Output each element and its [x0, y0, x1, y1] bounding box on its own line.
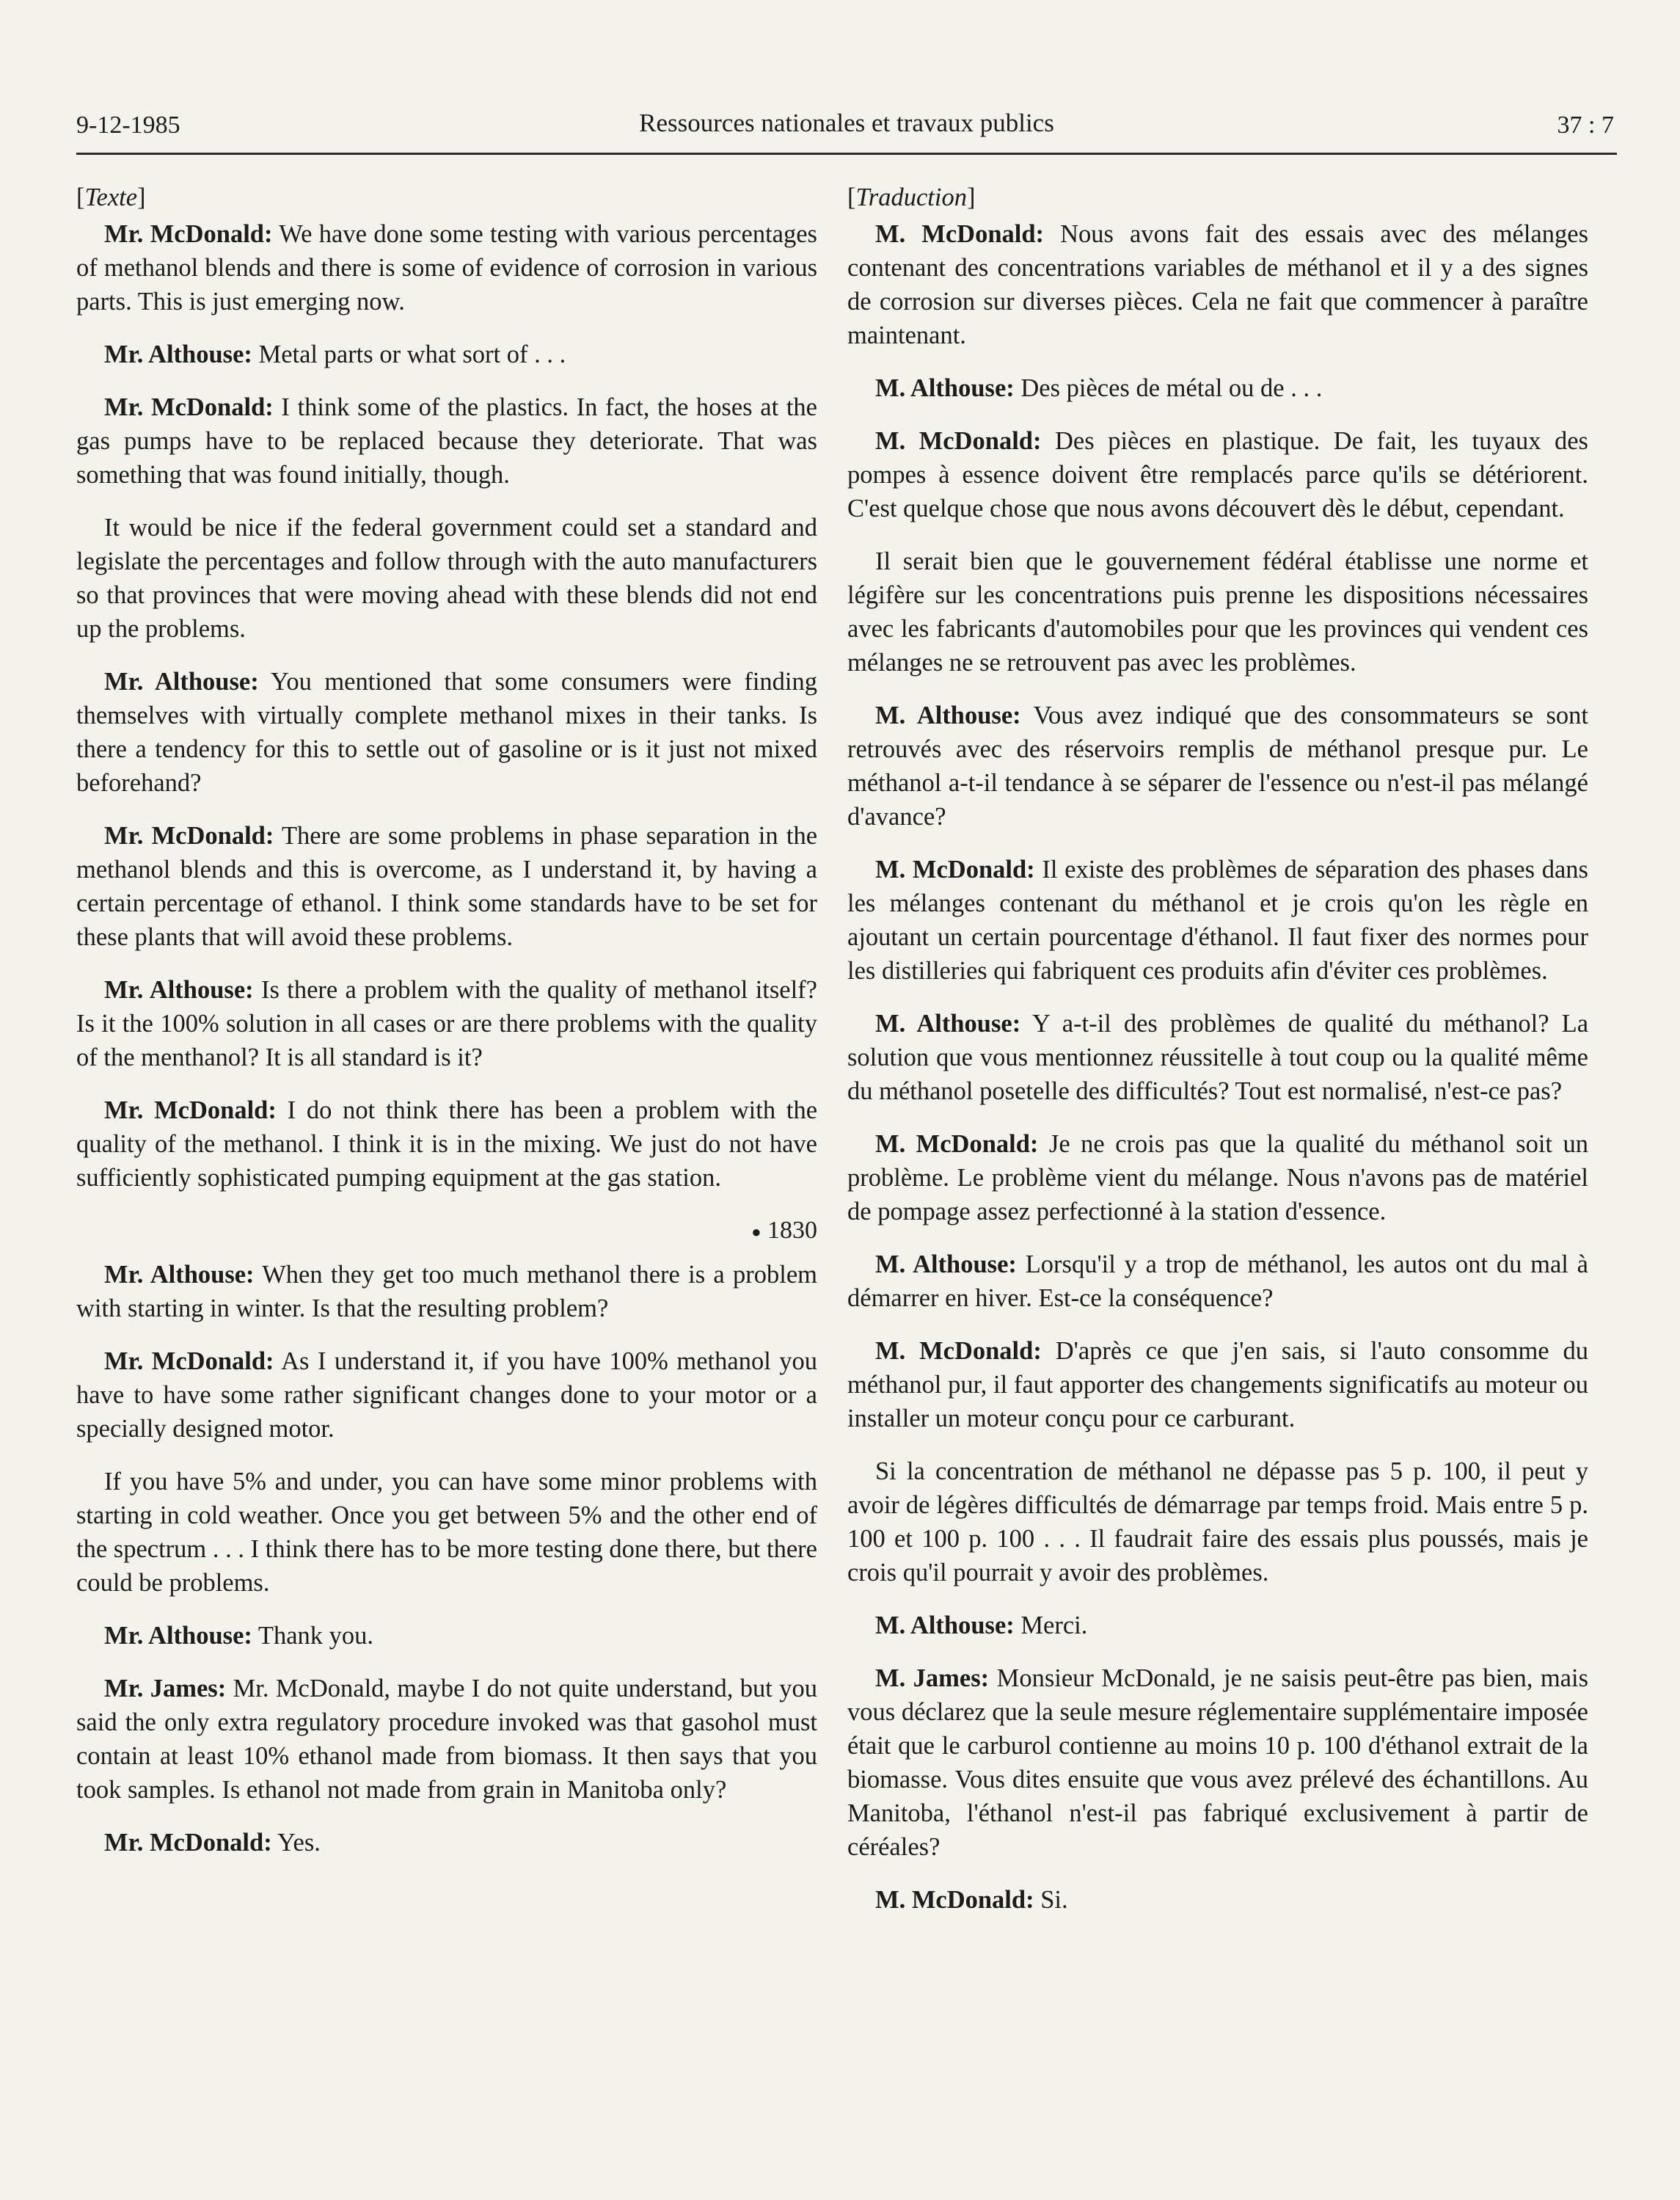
paragraph — [76, 1093, 817, 1195]
paragraph-text: D'après ce que j'en sais, si l'auto consomme du méthanol pur, il faut apporter des changements significatifs au moteur ou installer un moteur conçu pour ce carburant. — [847, 1337, 1588, 1432]
speaker-name: Mr. McDonald: — [104, 220, 273, 248]
paragraph-text: As I understand it, if you have 100% methanol you have to have some rather significant changes done to your motor or a specially designed motor. — [76, 1347, 818, 1443]
speaker-name: M. McDonald: — [875, 856, 1035, 884]
speaker-name: Mr. McDonald: — [104, 822, 274, 850]
speaker-name: Mr. McDonald: — [104, 393, 274, 421]
speaker-name: M. Althouse: — [875, 1611, 1015, 1639]
paragraph-text: Il serait bien que le gouvernement fédéral établisse une norme et légifère sur les concentrations puis prenne les dispositions nécessaires avec les fabricants d'automobiles pour que les provinces qui vendent ces mélanges ne se retrouvent pas avec les problèmes. — [847, 547, 1588, 677]
paragraph-text: Si. — [1034, 1886, 1068, 1914]
speaker-name: Mr. Althouse: — [104, 668, 259, 696]
speaker-name: M. McDonald: — [875, 1130, 1039, 1158]
column-label-traduction: [Traduction] — [847, 183, 976, 211]
paragraph — [76, 665, 817, 800]
speaker-name: M. James: — [875, 1664, 990, 1692]
paragraph — [847, 853, 1588, 988]
speaker-name: Mr. Althouse: — [104, 340, 252, 368]
paragraph-text: Yes. — [271, 1829, 321, 1857]
paragraph — [76, 1344, 817, 1446]
paragraph-text: Metal parts or what sort of . . . — [252, 340, 566, 368]
speaker-name: Mr. McDonald: — [104, 1347, 274, 1376]
paragraph — [76, 1465, 817, 1600]
speaker-name: M. McDonald: — [875, 220, 1045, 248]
paragraph — [76, 217, 817, 318]
left-paragraphs-continued — [76, 1258, 817, 1860]
page-header — [76, 101, 1617, 155]
paragraph-text: I think some of the plastics. In fact, the hoses at the gas pumps have to be replaced because they deteriorate. That was something that was found initially, though. — [76, 393, 817, 489]
paragraph-text: Is there a problem with the quality of methanol itself? Is it the 100% solution in all cases or are there problems with the quality of the menthanol? It is all standard is it? — [76, 976, 817, 1071]
speaker-name: M. McDonald: — [875, 427, 1042, 455]
speaker-name: M. McDonald: — [875, 1886, 1034, 1914]
paragraph — [76, 338, 817, 371]
paragraph-text: Thank you. — [252, 1622, 374, 1650]
paragraph — [76, 1258, 817, 1325]
left-column — [76, 181, 817, 1879]
speaker-name: M. Althouse: — [875, 374, 1015, 402]
paragraph-text: Y a-t-il des problèmes de qualité du méthanol? La solution que vous mentionnez réussitelle à tout coup ou la qualité même du méthanol posetelle des difficultés? Tout est normalisé, n'est-ce pas? — [847, 1010, 1589, 1105]
right-paragraphs — [847, 217, 1588, 1917]
time-mark: ● 1830 — [751, 1217, 817, 1244]
bullet-icon: ● — [751, 1223, 762, 1242]
paragraph — [847, 544, 1588, 680]
paragraph — [847, 424, 1588, 525]
paragraph — [847, 1334, 1588, 1435]
speaker-name: M. Althouse: — [875, 1010, 1021, 1038]
paragraph-text: It would be nice if the federal government could set a standard and legislate the percentages and follow through with the auto manufacturers so that provinces that were moving ahead with these blends did not end up the problems. — [76, 514, 817, 643]
left-paragraphs — [76, 217, 817, 1195]
header-date: 9-12-1985 — [76, 112, 180, 139]
paragraph — [847, 1661, 1588, 1864]
paragraph-text: Il existe des problèmes de séparation des phases dans les mélanges contenant du méthanol et je crois qu'on les règle en ajoutant un certain pourcentage d'éthanol. Il faut fixer des normes pour les distilleries qui fabriquent ces produits afin d'éviter ces problèmes. — [847, 856, 1588, 985]
speaker-name: Mr. Althouse: — [104, 1261, 255, 1289]
speaker-name: Mr. McDonald: — [104, 1096, 277, 1124]
speaker-name: M. Althouse: — [875, 702, 1021, 729]
speaker-name: Mr. Althouse: — [104, 976, 254, 1004]
paragraph-text: Des pièces de métal ou de . . . — [1014, 374, 1323, 402]
paragraph — [847, 1007, 1588, 1108]
speaker-name: M. Althouse: — [875, 1250, 1017, 1278]
paragraph — [847, 371, 1588, 405]
paragraph-text: We have done some testing with various percentages of methanol blends and there is some of evidence of corrosion in various parts. This is just emerging now. — [76, 220, 817, 316]
paragraph — [76, 390, 817, 492]
paragraph — [847, 1609, 1588, 1642]
paragraph — [76, 511, 817, 646]
paragraph-text: I do not think there has been a problem with the quality of the methanol. I think it is in the mixing. We just do not have sufficiently sophisticated pumping equipment at the gas station. — [76, 1096, 818, 1192]
paragraph-text: There are some problems in phase separation in the methanol blends and this is overcome, as I understand it, by having a certain percentage of ethanol. I think some standards have to be set for these plants that will avoid these problems. — [76, 822, 818, 951]
paragraph-text: Merci. — [1014, 1611, 1088, 1639]
paragraph — [847, 217, 1588, 352]
right-column — [847, 181, 1588, 1936]
paragraph-text: Vous avez indiqué que des consommateurs se sont retrouvés avec des réservoirs remplis de méthanol presque pur. Le méthanol a-t-il tendance à se séparer de l'essence ou n'est-il pas mélangé d'avance? — [847, 702, 1589, 831]
paragraph — [76, 819, 817, 954]
paragraph-text: Monsieur McDonald, je ne saisis peut-être pas bien, mais vous déclarez que la seule mesure réglementaire supplémentaire imposée était que le carburol contienne au moins 10 p. 100 d'éthanol extrait de la biomasse. Vous dites ensuite que vous avez prélevé des échantillons. Au Manitoba, l'éthanol n'est-il pas fabriqué exclusivement à partir de céréales? — [847, 1664, 1588, 1861]
column-label-texte: [Texte] — [76, 183, 146, 211]
paragraph-text: If you have 5% and under, you can have some minor problems with starting in cold weather. Once you get between 5% and the other end of the spectrum . . . I think there has to be more testing done there, but there could be problems. — [76, 1468, 817, 1598]
paragraph-text: Nous avons fait des essais avec des mélanges contenant des concentrations variables de méthanol et il y a des signes de corrosion sur diverses pièces. Cela ne fait que commencer à paraître maintenant. — [847, 220, 1588, 349]
paragraph — [76, 973, 817, 1074]
speaker-name: Mr. Althouse: — [104, 1622, 252, 1650]
paragraph — [847, 1247, 1588, 1315]
paragraph-text: Je ne crois pas que la qualité du méthanol soit un problème. Le problème vient du mélange. Nous n'avons pas de matériel de pompage assez perfectionné à la station d'essence. — [847, 1130, 1588, 1225]
paragraph — [847, 1454, 1588, 1589]
speaker-name: Mr. McDonald: — [104, 1829, 272, 1857]
paragraph — [847, 699, 1588, 834]
speaker-name: Mr. James: — [104, 1675, 227, 1703]
header-title: Ressources nationales et travaux publics — [639, 109, 1054, 137]
paragraph — [76, 1619, 817, 1653]
paragraph — [76, 1826, 817, 1860]
paragraph — [847, 1883, 1588, 1917]
paragraph-text: Mr. McDonald, maybe I do not quite understand, but you said the only extra regulatory procedure invoked was that gasohol must contain at least 10% ethanol made from biomass. It then says that you took samples. Is ethanol not made from grain in Manitoba only? — [76, 1675, 817, 1804]
paragraph — [76, 1672, 817, 1807]
paragraph-text: You mentioned that some consumers were finding themselves with virtually complete methanol mixes in their tanks. Is there a tendency for this to settle out of gasoline or is it just not mixed beforehand? — [76, 668, 818, 797]
speaker-name: M. McDonald: — [875, 1337, 1042, 1365]
paragraph-text: Si la concentration de méthanol ne dépasse pas 5 p. 100, il peut y avoir de légères difficultés de démarrage par temps froid. Mais entre 5 p. 100 et 100 p. 100 . . . Il faudrait faire des essais plus poussés, mais je crois qu'il pourrait y avoir des problèmes. — [847, 1457, 1588, 1587]
paragraph-text: When they get too much methanol there is a problem with starting in winter. Is that the resulting problem? — [76, 1261, 817, 1323]
paragraph-text: Lorsqu'il y a trop de méthanol, les autos ont du mal à démarrer en hiver. Est-ce la conséquence? — [847, 1250, 1588, 1312]
paragraph — [847, 1127, 1588, 1228]
header-page-number: 37 : 7 — [1557, 112, 1614, 139]
paragraph-text: Des pièces en plastique. De fait, les tuyaux des pompes à essence doivent être remplacés parce qu'ils se détériorent. C'est quelque chose que nous avons découvert dès le début, cependant. — [847, 427, 1588, 522]
